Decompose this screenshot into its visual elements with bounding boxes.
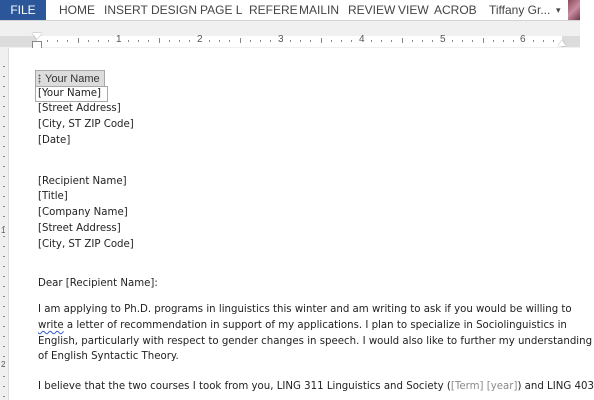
ruler-tick	[412, 40, 413, 42]
ruler-tick	[391, 40, 392, 42]
horizontal-ruler[interactable]	[0, 21, 580, 48]
vertical-ruler-label: 2	[1, 360, 6, 369]
ruler-tick	[98, 40, 99, 42]
ruler-tick	[179, 40, 180, 42]
ruler-tick	[240, 38, 241, 43]
ruler-tick	[503, 40, 504, 42]
vertical-ruler-tick	[3, 326, 5, 327]
recipient-street-field[interactable]: [Street Address]	[38, 223, 121, 234]
body-text: ) and LING 403	[517, 381, 594, 392]
tab-home[interactable]: HOME	[59, 3, 95, 17]
ruler-label: 1	[116, 34, 122, 45]
ruler-tick	[493, 40, 494, 42]
vertical-ruler-tick	[3, 296, 5, 297]
ruler-label: 2	[197, 34, 203, 45]
tab-view[interactable]: VIEW	[398, 3, 429, 17]
body-paragraph-1-line-3[interactable]: English, particularly with respect to gender changes in speech. I would also like to further my understanding	[38, 336, 593, 347]
ruler-tick	[371, 40, 372, 42]
body-text: a letter of recommendation in support of my applications. I plan to specialize in Sociolinguistics in	[63, 320, 567, 331]
right-indent-marker[interactable]	[558, 40, 566, 46]
ruler-tick	[341, 40, 342, 42]
content-control-title: Your Name	[45, 73, 100, 85]
vertical-ruler-tick	[3, 316, 5, 317]
vertical-ruler-tick	[3, 356, 5, 357]
ruler-tick	[472, 40, 473, 42]
ruler-tick	[219, 40, 220, 42]
vertical-ruler-tick	[3, 156, 5, 157]
ruler-tick	[310, 40, 311, 42]
ruler-tick	[483, 38, 484, 43]
first-line-indent-marker[interactable]	[32, 33, 42, 39]
year-placeholder[interactable]: [year]	[486, 381, 518, 392]
ruler-tick	[88, 40, 89, 42]
ribbon-tab-bar	[0, 0, 580, 21]
chevron-down-icon[interactable]: ▾	[556, 5, 561, 15]
vertical-ruler-tick	[3, 306, 5, 307]
vertical-ruler-tick	[3, 96, 5, 97]
vertical-ruler-tick	[3, 116, 5, 117]
vertical-ruler-tick	[3, 396, 5, 397]
recipient-company-field[interactable]: [Company Name]	[38, 207, 128, 218]
vertical-ruler-tick	[3, 276, 5, 277]
ruler-tick	[209, 40, 210, 42]
vertical-ruler-tick	[3, 246, 5, 247]
vertical-ruler-tick	[3, 216, 5, 217]
date-field[interactable]: [Date]	[38, 135, 71, 146]
body-text: I believe that the two courses I took from you, LING 311 Linguistics and Society (	[38, 381, 451, 392]
vertical-ruler-tick	[3, 136, 5, 137]
recipient-city-field[interactable]: [City, ST ZIP Code]	[38, 239, 134, 250]
content-control-title-tab[interactable]	[35, 70, 105, 86]
vertical-ruler-tick	[3, 76, 5, 77]
ruler-tick	[422, 40, 423, 42]
tab-design[interactable]: DESIGN	[151, 3, 198, 17]
ruler-tick	[250, 40, 251, 42]
vertical-ruler-tick	[3, 146, 5, 147]
ruler-tick	[159, 38, 160, 43]
vertical-ruler-tick	[3, 186, 5, 187]
vertical-ruler-tick	[3, 196, 5, 197]
body-paragraph-1-line-1[interactable]: I am applying to Ph.D. programs in linguistics this winter and am writing to ask if you would be willing to	[38, 304, 572, 315]
tab-acrobat[interactable]: ACROB	[434, 3, 477, 17]
vertical-ruler-tick	[3, 266, 5, 267]
ruler-tick	[533, 40, 534, 42]
ruler-tick	[47, 40, 48, 42]
ruler-tick	[321, 38, 322, 43]
ruler-tick	[402, 38, 403, 43]
term-placeholder[interactable]: [Term]	[450, 381, 484, 392]
ruler-tick	[138, 40, 139, 42]
tab-references[interactable]: REFERE	[249, 3, 298, 17]
ruler-tick	[189, 40, 190, 42]
ruler-tick	[78, 38, 79, 43]
tab-page-layout[interactable]: PAGE L	[200, 3, 243, 17]
vertical-ruler-tick	[3, 176, 5, 177]
vertical-ruler-tick	[3, 386, 5, 387]
sender-name-field[interactable]: [Your Name]	[38, 88, 101, 99]
avatar[interactable]	[568, 0, 580, 20]
vertical-ruler-tick	[3, 206, 5, 207]
ruler-label: 5	[440, 34, 446, 45]
recipient-title-field[interactable]: [Title]	[38, 191, 68, 202]
body-paragraph-1-line-2[interactable]	[38, 320, 567, 331]
body-paragraph-2-line-1[interactable]	[38, 381, 594, 392]
ruler-tick	[300, 40, 301, 42]
vertical-ruler-tick	[3, 376, 5, 377]
ruler-label: 4	[359, 34, 365, 45]
ruler-tick	[57, 40, 58, 42]
tab-mailings[interactable]: MAILIN	[299, 3, 340, 17]
ruler-tick	[260, 40, 261, 42]
misspelled-word[interactable]: write	[38, 320, 64, 331]
ruler-tick	[148, 40, 149, 42]
ruler-tick	[553, 40, 554, 42]
vertical-ruler-tick	[3, 256, 5, 257]
ruler-tick	[513, 40, 514, 42]
ruler-tick	[108, 40, 109, 42]
ruler-tick	[462, 40, 463, 42]
ruler-tick	[290, 40, 291, 42]
ruler-tick	[452, 40, 453, 42]
vertical-ruler-label: 1	[1, 226, 6, 235]
vertical-ruler-tick	[3, 286, 5, 287]
vertical-ruler-tick	[3, 106, 5, 107]
vertical-ruler-tick	[3, 66, 5, 67]
vertical-ruler-tick	[3, 166, 5, 167]
user-account-name[interactable]: Tiffany Gr...	[489, 3, 551, 17]
ruler-tick	[169, 40, 170, 42]
ruler-tick	[128, 40, 129, 42]
drag-handle-icon[interactable]	[38, 74, 41, 84]
vertical-ruler-tick	[3, 236, 5, 237]
vertical-ruler-tick	[3, 336, 5, 337]
ruler-tick	[67, 40, 68, 42]
vertical-ruler-tick	[3, 86, 5, 87]
ruler-tick	[351, 40, 352, 42]
ruler-label: 3	[278, 34, 284, 45]
sender-city-field[interactable]: [City, ST ZIP Code]	[38, 119, 134, 130]
tab-file[interactable]: FILE	[0, 0, 46, 20]
sender-street-field[interactable]: [Street Address]	[38, 103, 121, 114]
ruler-tick	[543, 40, 544, 42]
salutation[interactable]: Dear [Recipient Name]:	[38, 278, 158, 289]
vertical-ruler[interactable]	[0, 48, 9, 400]
ruler-tick	[432, 40, 433, 42]
ruler-label: 6	[520, 34, 526, 45]
recipient-name-field[interactable]: [Recipient Name]	[38, 176, 127, 187]
tab-review[interactable]: REVIEW	[348, 3, 396, 17]
body-paragraph-1-line-4[interactable]: of English Syntactic Theory.	[38, 351, 179, 362]
ruler-tick	[331, 40, 332, 42]
ruler-tick	[381, 40, 382, 42]
ruler-tick	[229, 40, 230, 42]
tab-insert[interactable]: INSERT	[104, 3, 148, 17]
ruler-tick	[270, 40, 271, 42]
vertical-ruler-tick	[3, 126, 5, 127]
vertical-ruler-tick	[3, 346, 5, 347]
